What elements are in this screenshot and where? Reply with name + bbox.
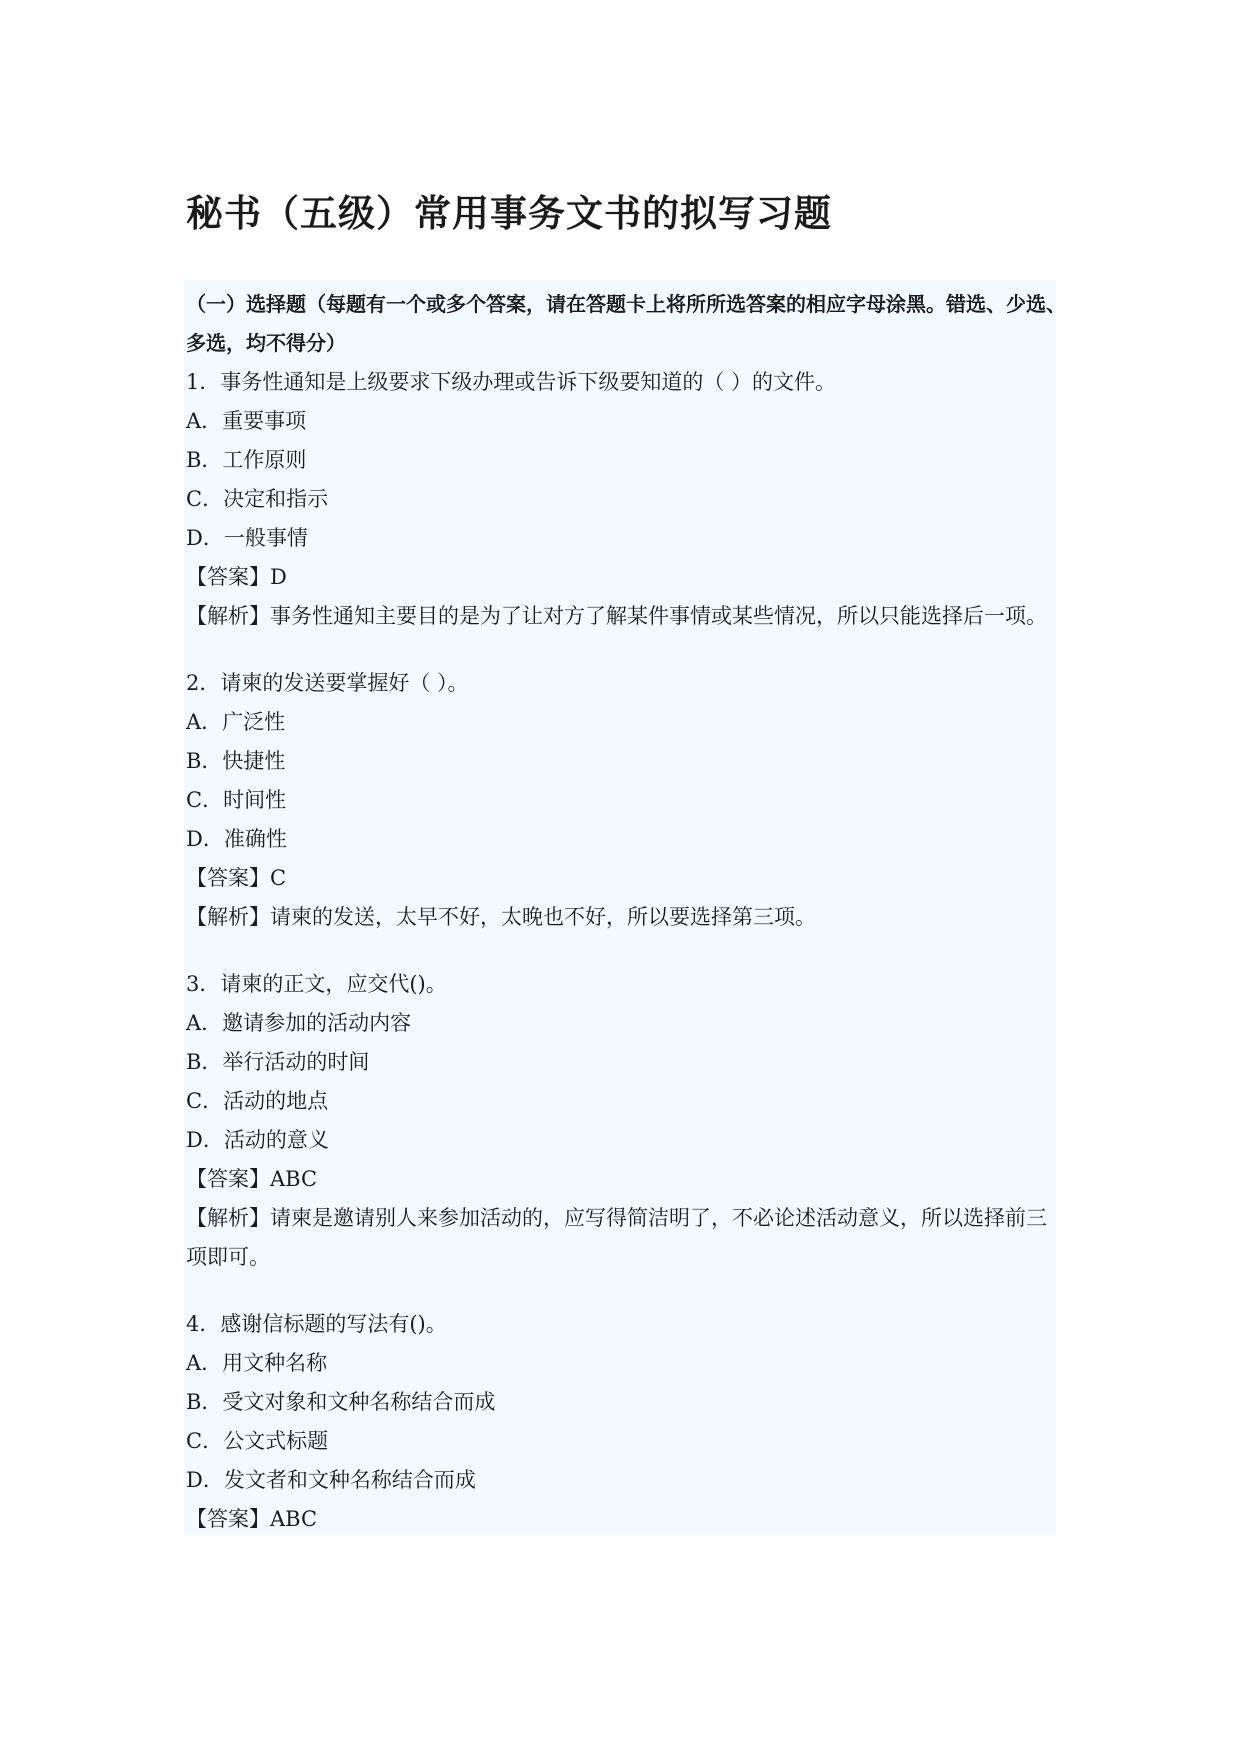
option-a: A．邀请参加的活动内容 (186, 1011, 412, 1035)
option-b: B．工作原则 (186, 448, 307, 472)
page-title: 秘书（五级）常用事务文书的拟写习题 (186, 192, 832, 235)
option-c: C．活动的地点 (186, 1089, 329, 1113)
option-c: C．公文式标题 (186, 1429, 329, 1453)
option-d: D．活动的意义 (186, 1128, 329, 1152)
analysis: 【解析】请柬是邀请别人来参加活动的，应写得简洁明了，不必论述活动意义，所以选择前三项即可。 (186, 1206, 1047, 1269)
option-a: A．重要事项 (186, 409, 307, 433)
question-stem: 2．请柬的发送要掌握好（ ）。 (186, 671, 469, 695)
question-2 (186, 664, 1066, 937)
answer: 【答案】D (186, 565, 287, 589)
answer: 【答案】ABC (186, 1167, 318, 1191)
question-stem: 3．请柬的正文，应交代()。 (186, 972, 447, 996)
answer: 【答案】ABC (186, 1507, 318, 1531)
analysis: 【解析】事务性通知主要目的是为了让对方了解某件事情或某些情况，所以只能选择后一项。 (186, 604, 1047, 628)
option-c: C．时间性 (186, 788, 287, 812)
option-c: C．决定和指示 (186, 487, 329, 511)
analysis: 【解析】请柬的发送，太早不好，太晚也不好，所以要选择第三项。 (186, 905, 816, 929)
option-d: D．发文者和文种名称结合而成 (186, 1468, 476, 1492)
document-body (186, 285, 1066, 1539)
option-a: A．用文种名称 (186, 1351, 328, 1375)
option-d: D．一般事情 (186, 526, 308, 550)
option-b: B．受文对象和文种名称结合而成 (186, 1390, 496, 1414)
question-stem: 4．感谢信标题的写法有()。 (186, 1312, 447, 1336)
question-1 (186, 363, 1066, 636)
option-b: B．快捷性 (186, 749, 286, 773)
question-3 (186, 965, 1066, 1277)
option-a: A．广泛性 (186, 710, 286, 734)
section-instructions: （一）选择题（每题有一个或多个答案，请在答题卡上将所所选答案的相应字母涂黑。错选、少选、多选，均不得分） (186, 292, 1066, 355)
option-d: D．准确性 (186, 827, 287, 851)
question-stem: 1．事务性通知是上级要求下级办理或告诉下级要知道的（ ）的文件。 (186, 370, 837, 394)
answer: 【答案】C (186, 866, 287, 890)
option-b: B．举行活动的时间 (186, 1050, 370, 1074)
question-4 (186, 1305, 1066, 1539)
